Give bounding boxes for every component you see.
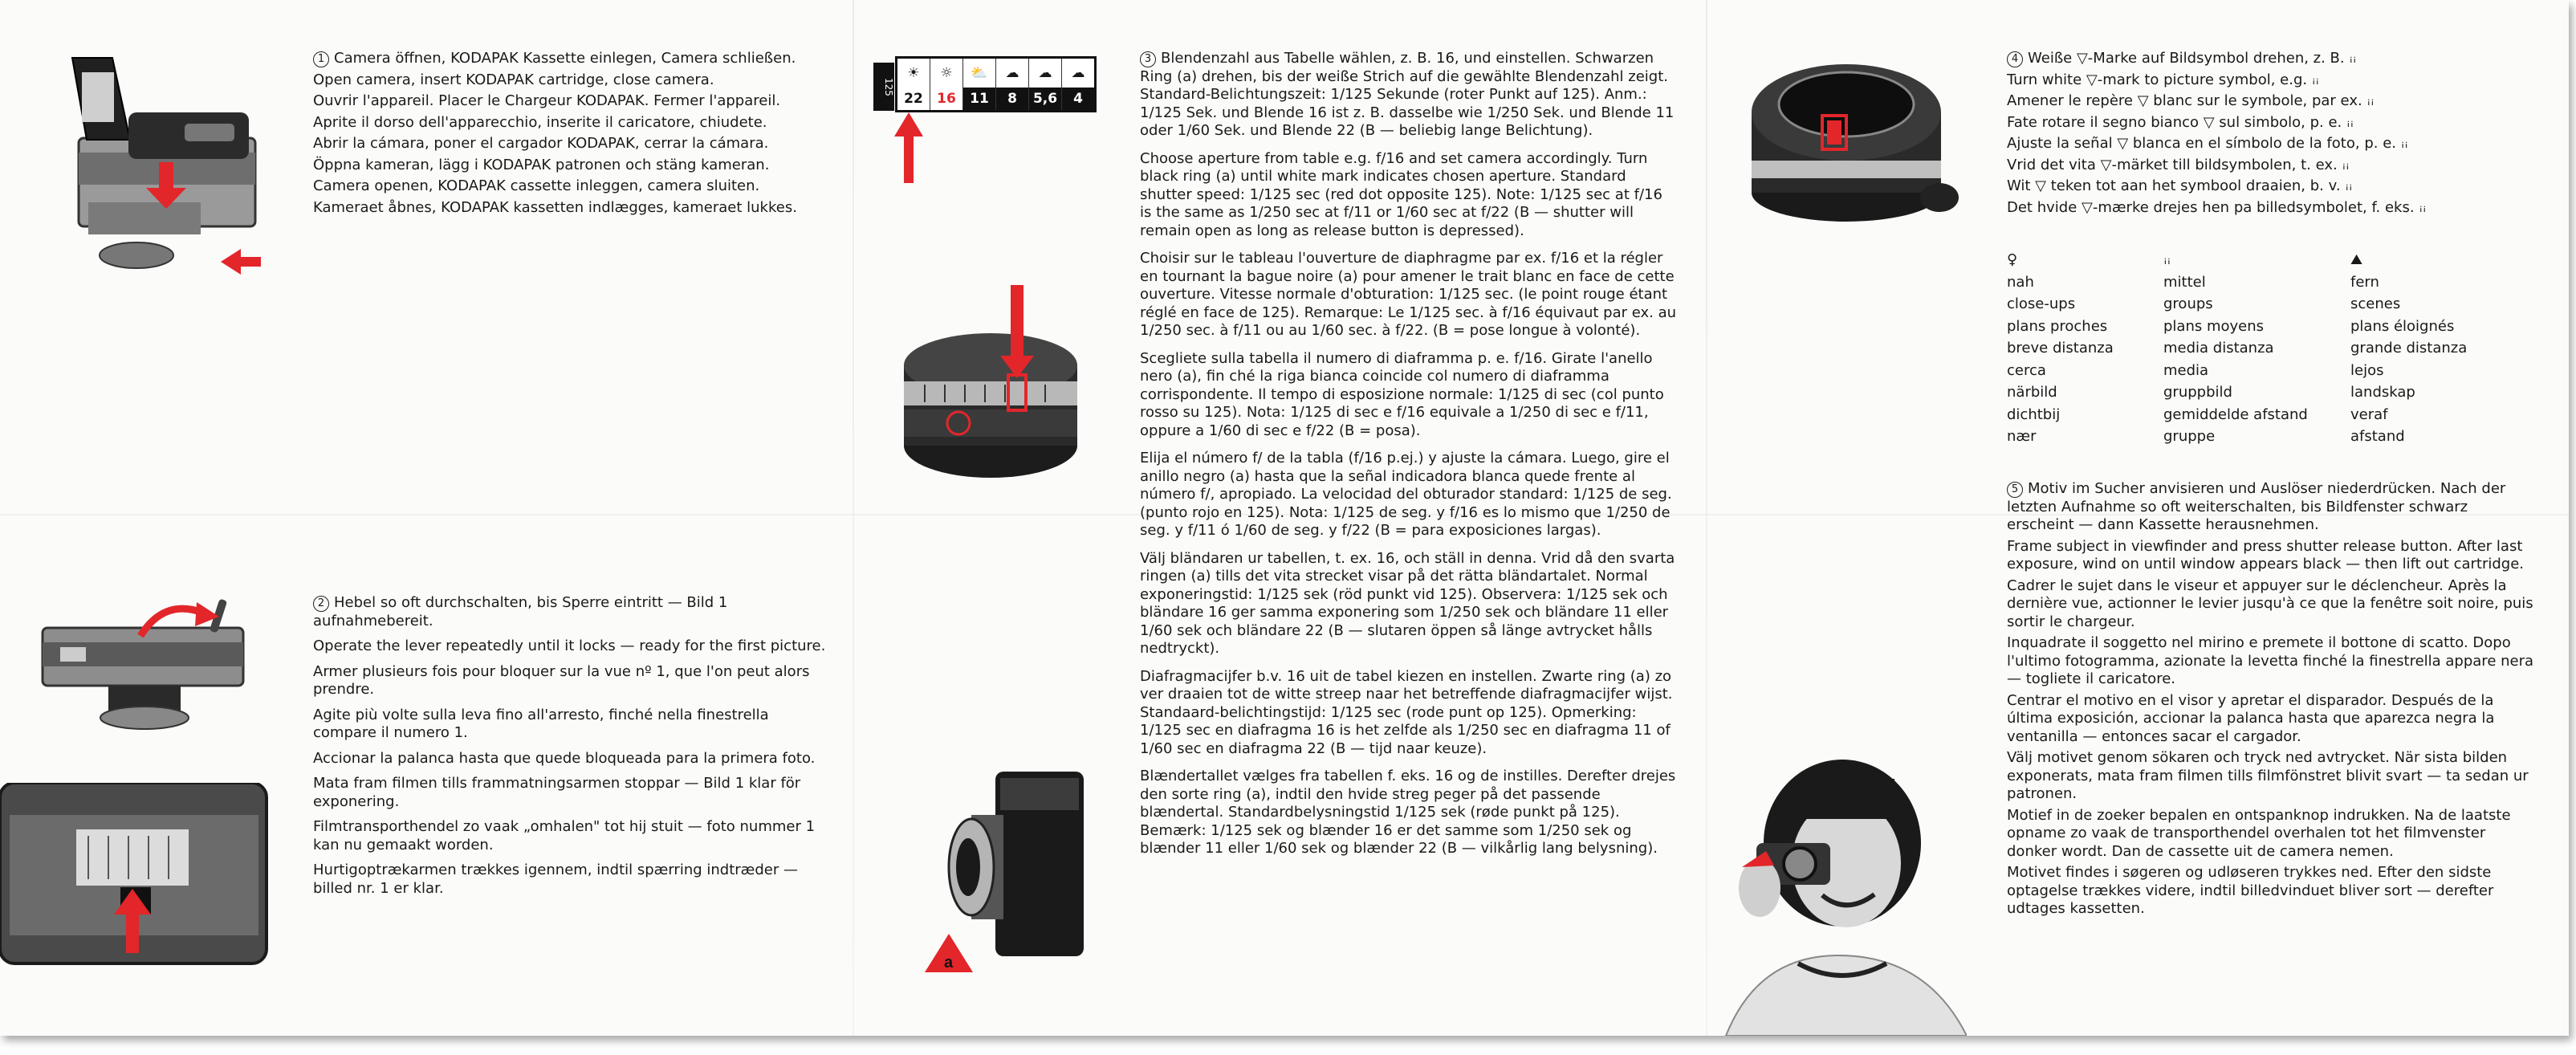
step-number: 2	[313, 596, 329, 612]
step-5-da: Motivet findes i søgeren og udløseren trykkes ned. Efter den sidste optagelse trækkes videre, indtil billedvinduet bliver sort — derefter udtages kassetten.	[2007, 864, 2494, 917]
step-1-da: Kameraet åbnes, KODAPAK kassetten indlægges, kameraet lukkes.	[313, 198, 797, 216]
step-5-es: Centrar el motivo en el visor y apretar el disparador. Después de la última exposición, accionar la palanca hasta que aparezca negra la ventanilla — entonces sacar el cargador.	[2007, 691, 2495, 745]
panel-fold	[1706, 0, 1707, 1036]
step-number: 1	[313, 51, 329, 67]
step-3-text	[1140, 50, 1678, 868]
step-4-en: Turn white ▽-mark to picture symbol, e.g.	[2007, 71, 2308, 88]
distance-near-item: dichtbij	[2007, 405, 2061, 423]
aperture-value: 5,6	[1028, 88, 1061, 110]
arrow-up-icon	[894, 112, 923, 183]
group-symbol-icon: ꜟꜟ	[2349, 50, 2357, 67]
step-5-de: Motiv im Sucher anvisieren und Auslöser niederdrücken. Nach der letzten Aufnahme so oft weiterschalten, bis Bildfenster schwarz erscheint — dann Kassette herausnehmen.	[2007, 480, 2506, 533]
step-2-da: Hurtigoptrækarmen trækkes igennem, indtil spærring indtræder — billed nr. 1 er klar.	[313, 862, 798, 897]
step-4-fr: Amener le repère ▽ blanc sur le symbole, par ex.	[2007, 92, 2362, 109]
step-5-en: Frame subject in viewfinder and press shutter release button. After last exposure, wind on until window appears black — then lift out cartridge.	[2007, 537, 2525, 572]
step-3-fr: Choisir sur le tableau l'ouverture de diaphragme par ex. f/16 et la régler en tournant la bague noire (a) pour amener le trait blanc en face de cette ouverture. Vitesse normale d'obturation: 1/125 sec. (le point rouge étant réglé en face de 125). Remarque: Le 1/125 sec. à f/16 équivaut par ex. au 1/250 sec. à f/11 ou au 1/60 sec. à f/22. (B = pose longue à volonté).	[1140, 250, 1677, 339]
ring-label-a: a	[944, 954, 954, 971]
distance-mid-item: gemiddelde afstand	[2163, 405, 2308, 423]
step-4-sv: Vrid det vita ▽-märket till bildsymbolen, t. ex.	[2007, 156, 2338, 173]
distance-near-item: breve distanza	[2007, 340, 2114, 356]
distance-far-item: grande distanza	[2350, 340, 2468, 356]
distance-far-column	[2350, 249, 2511, 448]
group-symbol-icon: ꜟꜟ	[2311, 71, 2319, 88]
step-number: 4	[2007, 51, 2023, 67]
step-3-nl: Diafragmacijfer b.v. 16 uit de tabel kiezen en instellen. Zwarte ring (a) zo ver draaien tot de witte streep naar het betreffende diafragmacijfer wijst. Standaard-belichtingstijd: 1/125 sec (rode punt op 125). Opmerking: 1/125 sec en diafragma 16 is het zelfde als 1/250 sec en diafragma 11 of 1/60 sec en diafragma 22 (B — tijd naar keuze).	[1140, 667, 1673, 757]
step-1-en: Open camera, insert KODAPAK cartridge, close camera.	[313, 71, 714, 88]
distance-mid-item: plans moyens	[2163, 317, 2265, 335]
group-symbol-icon: ꜟꜟ	[2400, 135, 2408, 152]
group-symbol-icon: ꜟꜟ	[2342, 156, 2350, 173]
weather-cloudy-bright-icon: ☁	[995, 59, 1028, 88]
distance-mid-item: media	[2163, 361, 2209, 379]
step-5-nl: Motief in de zoeker bepalen en ontspanknop indrukken. Na de laatste opname zo vaak de transporthendel overhalen tot het filmvenster donker wordt. Dan de cassette uit de camera nemen.	[2007, 806, 2511, 860]
step-3-sv: Välj bländaren ur tabellen, t. ex. 16, och ställ in denna. Vrid då den svarta ringen (a) tills det vita strecket visar på det rätta bländartalet. Normal exponeringstid: 1/125 sek (röd punkt vid 125). Observera: 1/125 sek och bländare 16 ger samma exponering som 1/250 sek och bländare 11 eller 1/60 sek och bländare 22 (B — slutaren öppen så länge avtrycket hålls nedtryckt).	[1140, 549, 1675, 657]
step-5-fr: Cadrer le sujet dans le viseur et appuyer sur le déclencheur. Après la dernière vue, actionner le levier jusqu'à ce que la fenêtre soit noire, puis sortir le chargeur.	[2007, 576, 2533, 630]
distance-mid-item: gruppe	[2163, 428, 2216, 445]
distance-mid-column	[2163, 249, 2364, 448]
distance-near-item: close-ups	[2007, 295, 2076, 312]
arrow-left-icon	[221, 249, 261, 275]
photographer-portrait-illustration	[1710, 723, 1967, 1036]
step-2-nl: Filmtransporthendel zo vaak „omhalen" tot hij stuit — foto nummer 1 kan nu gemaakt worden.	[313, 818, 816, 853]
step-2-en: Operate the lever repeatedly until it locks — ready for the first picture.	[313, 637, 826, 654]
aperture-value: 4	[1061, 88, 1094, 110]
step-4-es: Ajuste la señal ▽ blanca en el símbolo de la foto, p. e.	[2007, 135, 2396, 152]
step-4-nl: Wit ▽ teken tot aan het symbool draaien, b. v.	[2007, 177, 2341, 194]
weather-overcast-icon: ☁	[1061, 59, 1094, 88]
aperture-value: 8	[995, 88, 1028, 110]
step-4-da: Det hvide ▽-mærke drejes hen pa billedsymbolet, f. eks.	[2007, 198, 2415, 216]
step-5-sv: Välj motivet genom sökaren och tryck ned avtrycket. När sista bilden exponerats, mata fram filmen tills filmfönstret blivit svart — ta sedan ur patronen.	[2007, 749, 2529, 802]
step-2-de: Hebel so oft durchschalten, bis Sperre eintritt — Bild 1 aufnahmebereit.	[313, 594, 728, 629]
step-2-it: Agite più volte sulla leva fino all'arresto, finché nella finestrella compare il numero 1.	[313, 706, 769, 741]
distance-mid-item: groups	[2163, 295, 2213, 312]
distance-mid-item: media distanza	[2163, 340, 2274, 356]
shutter-speed-label: 125	[873, 63, 894, 111]
group-symbol-icon: ꜟꜟ	[2366, 92, 2375, 109]
aperture-value-selected: 16	[930, 88, 962, 110]
distance-far-item: plans éloignés	[2350, 317, 2455, 335]
distance-near-item: närbild	[2007, 384, 2057, 401]
distance-near-item: cerca	[2007, 361, 2046, 379]
distance-far-item: afstand	[2350, 428, 2405, 445]
group-symbol-icon: ꜟꜟ	[2346, 113, 2354, 131]
step-3-de: Blendenzahl aus Tabelle wählen, z. B. 16, und einstellen. Schwarzen Ring (a) drehen, bis der weiße Strich auf die gewählte Blendenzahl zeigt. Standard-Belichtungszeit: 1/125 Sekunde (roter Punkt auf 125). Anm.: 1/125 Sek. und Blende 16 ist z. B. dasselbe wie 1/250 Sek. und Blende 11 oder 1/60 Sek. und Blende 22 (B — beliebig lange Belichtung).	[1140, 50, 1675, 139]
aperture-table	[895, 56, 1097, 112]
weather-cloudy-icon: ☁	[1028, 59, 1061, 88]
distance-far-item: lejos	[2350, 361, 2384, 379]
step-1-es: Abrir la cámara, poner el cargador KODAPAK, cerrar la cámara.	[313, 135, 769, 152]
step-3-en: Choose aperture from table e.g. f/16 and set camera accordingly. Turn black ring (a) until white mark indicates chosen aperture. Standard shutter speed: 1/125 sec (red dot opposite 125). Note: 1/125 sec at f/16 is the same as 1/250 sec at f/11 or 1/60 sec at f/22 (B — shutter will remain open as long as release button is depressed).	[1140, 149, 1662, 239]
step-3-es: Elija el número f/ de la tabla (f/16 p.ej.) y ajuste la cámara. Luego, gire el anillo negro (a) hasta que la señal indicadora blanca quede frente al número f/, apropiado. La velocidad del obturador standard: 1/125 de seg. (punto rojo en 125). Nota: 1/125 de seg. y f/16 es lo mismo que 1/250 de seg. y f/11 ó 1/60 de seg. y f/22 (B = para exposiciones largas).	[1140, 450, 1672, 539]
step-3-da: Blændertallet vælges fra tabellen f. eks. 16 og de instilles. Derefter drejes den sorte ring (a), indtil den hvide streg peger på det passende blændertal. Standardbelysningstid 1/125 sek (røde punkt på 125). Bemærk: 1/125 sek og blænder 16 er det samme som 1/250 sek og blænder 11 eller 1/60 sek og blænder 22 (B — vilkårlig lang belysning).	[1140, 768, 1676, 857]
group-symbol-icon: ꜟꜟ	[2419, 198, 2427, 216]
step-4-de: Weiße ▽-Marke auf Bildsymbol drehen, z. B.	[2028, 50, 2345, 67]
step-1-sv: Öppna kameran, lägg i KODAPAK patronen och stäng kameran.	[313, 156, 770, 173]
step-1-fr: Ouvrir l'appareil. Placer le Chargeur KODAPAK. Fermer l'appareil.	[313, 92, 781, 109]
step-1-text	[313, 50, 827, 220]
step-5-text	[2007, 480, 2537, 922]
aperture-ring-illustration	[901, 285, 1085, 494]
step-number: 3	[1140, 51, 1156, 67]
aperture-value: 22	[897, 88, 930, 110]
distance-near-item: nah	[2007, 273, 2034, 291]
camera-open-cartridge-illustration	[40, 50, 273, 307]
distance-far-item: fern	[2350, 273, 2379, 291]
distance-near-item: nær	[2007, 428, 2037, 445]
distance-far-item: scenes	[2350, 295, 2401, 312]
group-symbol-icon: ꜟꜟ	[2345, 177, 2353, 194]
step-1-it: Aprite il dorso dell'apparecchio, inserite il caricatore, chiudete.	[313, 113, 767, 131]
distance-near-column	[2007, 249, 2167, 448]
weather-hazy-icon: ⛅	[962, 59, 995, 88]
step-4-it: Fate rotare il segno bianco ▽ sul simbolo, p. e.	[2007, 113, 2342, 131]
step-3-it: Scegliete sulla tabella il numero di diaframma p. e. f/16. Girate l'anello nero (a), fin ché la riga bianca coincide col numero di diaframma corrispondente. Il tempo di esposizione normale: 1/125 di sec (col punto rosso su 125). Nota: 1/125 di sec e f/16 equivale a 1/250 di sec e f/11, oppure a 1/60 di sec e f/22 (B = posa).	[1140, 349, 1664, 439]
step-1-de: Camera öffnen, KODAPAK Kassette einlegen, Camera schließen.	[334, 50, 796, 67]
aperture-value: 11	[962, 88, 995, 110]
distance-far-item: veraf	[2350, 405, 2388, 423]
portrait-symbol-icon: ♀	[2007, 251, 2018, 268]
step-2-text	[313, 594, 827, 905]
distance-mid-item: gruppbild	[2163, 384, 2232, 401]
table-arrow	[893, 112, 925, 185]
step-2-es: Accionar la palanca hasta que quede bloqueada para la primera foto.	[313, 749, 816, 767]
panel-fold	[853, 0, 854, 1036]
step-4-text	[2007, 50, 2537, 220]
distance-near-item: plans proches	[2007, 317, 2108, 335]
film-counter-window-illustration	[0, 783, 269, 967]
distance-far-item: landskap	[2350, 384, 2415, 401]
distance-mid-item: mittel	[2163, 273, 2206, 291]
step-1-nl: Camera openen, KODAPAK cassette inleggen, camera sluiten.	[313, 177, 760, 194]
landscape-symbol-icon: ⛰	[2350, 251, 2363, 268]
step-number: 5	[2007, 482, 2023, 498]
lever-wind-illustration	[36, 596, 269, 732]
step-5-it: Inquadrate il soggetto nel mirino e premete il bottone di scatto. Dopo l'ultimo fotogramma, azionate la levetta finché la finestrella appare nera — togliete il caricatore.	[2007, 634, 2534, 687]
lens-symbol-ring-illustration	[1742, 40, 1959, 233]
weather-bright-sun-icon: ☀	[907, 65, 920, 81]
step-2-fr: Armer plusieurs fois pour bloquer sur la vue nº 1, que l'on peut alors prendre.	[313, 662, 810, 698]
camera-side-lens-illustration	[923, 767, 1092, 976]
group-symbol-icon: ꜟꜟ	[2163, 251, 2171, 268]
weather-sun-icon: ☼	[930, 59, 962, 88]
step-2-sv: Mata fram filmen tills frammatningsarmen stoppar — Bild 1 klar för exponering.	[313, 775, 801, 810]
